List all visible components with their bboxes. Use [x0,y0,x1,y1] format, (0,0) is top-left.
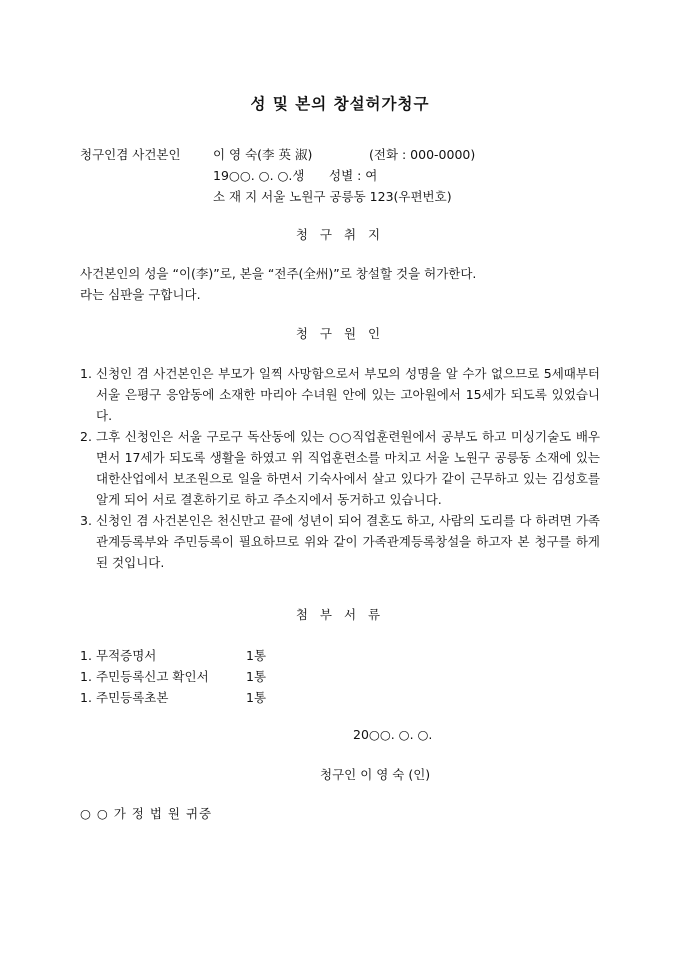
cause-item [80,510,600,573]
claimant-birth: 19○○. ○. ○.생 [213,168,305,183]
cause-item-number: 1. [80,366,92,381]
purpose-heading: 청 구 취 지 [295,227,385,242]
cause-item-text: 그후 신청인은 서울 구로구 독산동에 있는 ○○직업훈련원에서 공부도 하고 미싱기술도 배우면서 17세가 되도록 생활을 하였고 위 직업훈련소를 마치고 서울 노원구 공릉동 소재에 있는 대한산업에서 보조원으로 일을 하면서 기숙사에서 살고 있다가 같이 근무하고 있는 김성호를 알게 되어 서로 결혼하기로 하고 주소지에서 동거하고 있습니다. [96,429,600,507]
claimant-signature: 청구인 이 영 숙 (인) [320,767,431,782]
court-addressee: ○ ○ 가 정 법 원 귀중 [80,806,213,821]
document-date: 20○○. ○. ○. [353,727,433,742]
attachments-heading: 첨 부 서 류 [295,607,385,622]
cause-item-number: 3. [80,513,92,528]
attachments-list [80,645,380,708]
attachment-item [80,645,380,666]
cause-item-text: 신청인 겸 사건본인은 천신만고 끝에 성년이 되어 결혼도 하고, 사람의 도리를 다 하려면 가족관계등록부와 주민등록이 필요하므로 위와 같이 가족관계등록창설을 하고자 본 청구를 하게 된 것입니다. [96,513,600,570]
attachment-item [80,666,380,687]
attachment-label: 무적증명서 [96,648,157,663]
purpose-line-2: 라는 심판을 구합니다. [80,287,201,302]
claimant-name: 이 영 숙(李 英 淑) [213,147,313,162]
purpose-line-1: 사건본인의 성을 “이(李)”로, 본을 “전주(全州)”로 창설할 것을 허가한다. [80,266,477,281]
claimant-phone: (전화 : 000-0000) [369,147,476,162]
cause-item [80,363,600,426]
attachment-count: 1통 [246,669,267,684]
attachment-count: 1통 [246,648,267,663]
claimant-address: 소 재 지 서울 노원구 공릉동 123(우편번호) [213,189,452,204]
attachment-number: 1. [80,648,92,663]
cause-item-number: 2. [80,429,92,444]
attachment-number: 1. [80,690,92,705]
cause-heading: 청 구 원 인 [295,326,385,341]
attachment-label: 주민등록초본 [96,690,169,705]
attachment-number: 1. [80,669,92,684]
attachment-label: 주민등록신고 확인서 [96,669,209,684]
attachment-item [80,687,380,708]
cause-item-text: 신청인 겸 사건본인은 부모가 일찍 사망함으로서 부모의 성명을 알 수가 없으므로 5세때부터 서울 은평구 응암동에 소재한 마리아 수녀원 안에 있는 고아원에서 15세가 되도록 있었습니다. [96,366,600,423]
cause-item [80,426,600,510]
document-title: 성 및 본의 창설허가청구 [250,95,430,113]
claimant-gender: 성별 : 여 [329,168,378,183]
claimant-label: 청구인겸 사건본인 [80,147,181,162]
cause-list [80,363,600,573]
attachment-count: 1통 [246,690,267,705]
